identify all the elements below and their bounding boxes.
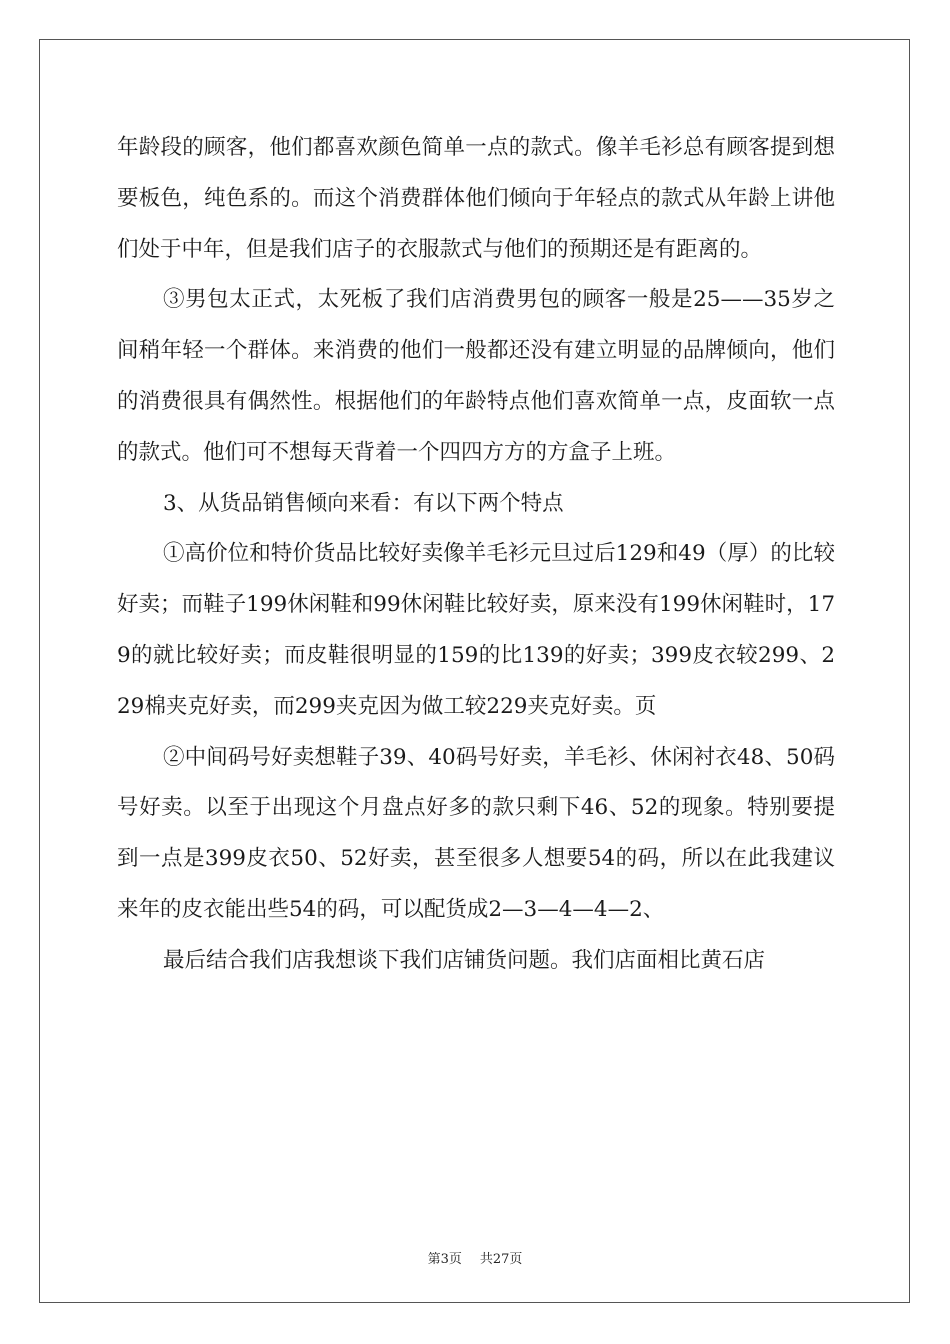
paragraph-price-points: ①高价位和特价货品比较好卖像羊毛衫元旦过后129和49（厚）的比较好卖；而鞋子199休闲鞋和99休闲鞋比较好卖，原来没有199休闲鞋时，179的就比较好卖；而皮鞋很明显的159的比139的好卖；399皮衣较299、229棉夹克好卖，而299夹克因为做工较229夹克好卖。页 xyxy=(117,541,835,719)
page-total: 共27页 xyxy=(479,1252,523,1267)
paragraph-size-demand: ②中间码号好卖想鞋子39、40码号好卖，羊毛衫、休闲衬衣48、50码号好卖。以至于出现这个月盘点好多的款只剩下46、52的现象。特别要提到一点是399皮衣50、52好卖，甚至很多人想要54的码，所以在此我建议来年的皮衣能出些54的码，可以配货成2—3—4—4—2、 xyxy=(117,744,835,922)
page-footer xyxy=(0,1248,950,1267)
page-number: 第3页 xyxy=(427,1252,462,1267)
paragraph-mens-bags: ③男包太正式，太死板了我们店消费男包的顾客一般是25——35岁之间稍年轻一个群体。来消费的他们一般都还没有建立明显的品牌倾向，他们的消费很具有偶然性。根据他们的年龄特点他们喜欢简单一点，皮面软一点的款式。他们可不想每天背着一个四四方方的方盒子上班。 xyxy=(117,287,835,465)
document-body xyxy=(117,123,835,987)
section-heading-sales-trend: 3、从货品销售倾向来看：有以下两个特点 xyxy=(163,490,564,516)
paragraph-stocking: 最后结合我们店我想谈下我们店铺货问题。我们店面相比黄石店 xyxy=(163,947,766,973)
paragraph-continued: 年龄段的顾客，他们都喜欢颜色简单一点的款式。像羊毛衫总有顾客提到想要板色，纯色系的。而这个消费群体他们倾向于年轻点的款式从年龄上讲他们处于中年，但是我们店子的衣服款式与他们的预期还是有距离的。 xyxy=(117,135,835,262)
